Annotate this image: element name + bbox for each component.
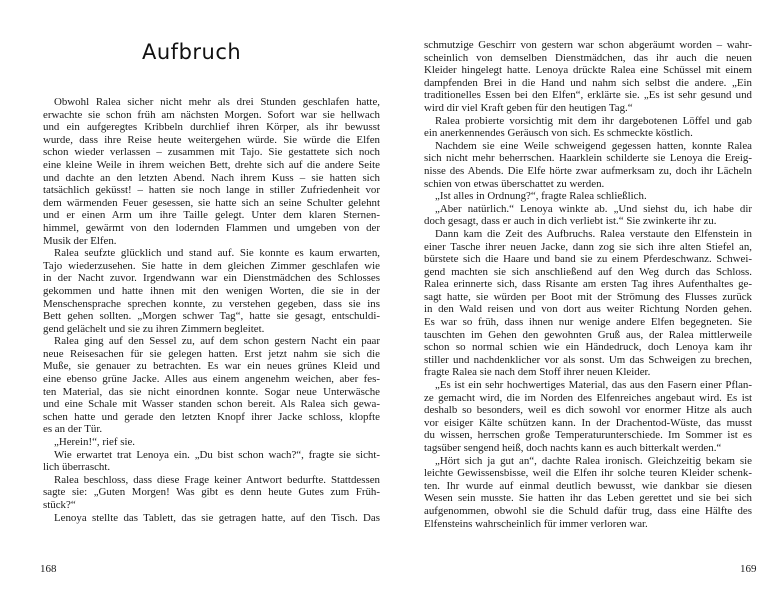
text-line: scheinlich von demselben Dienstmädchen, das ihr auch die neuen <box>424 51 752 64</box>
text-line: Nachdem sie eine Weile schweigend gegessen hatten, konnte Ralea <box>435 139 752 152</box>
text-line: fragte Ralea sie nach dem Stoff ihrer neuen Kleider. <box>424 366 651 379</box>
text-line: Ralea probierte vorsichtig mit dem ihr dargebotenen Löffel und gab <box>435 114 752 127</box>
text-line: sich nicht mehr beherrschen. Haarklein schilderte sie Lenoya die Ereig- <box>424 152 752 165</box>
text-line: und er einen Arm um ihre Taille gelegt. Unter dem klaren Sternen- <box>43 209 380 222</box>
text-line: Tajo wiederzusehen. Sie hatte in dem gleichen Zimmer geschlafen wie <box>43 259 380 272</box>
text-line: Es war so früh, dass ihnen nur wenige andere Elfen begegneten. Sie <box>424 316 752 329</box>
text-line: und eine Schale mit Wasser standen schon bereit. Als Ralea sich gewa- <box>43 398 380 411</box>
text-line: aufgenommen, obwohl sie die Schuld dafür trug, dass eine Hälfte des <box>424 504 752 517</box>
text-line: eine ebenso grüne Jacke. Alles aus einem angenehm weichen, aber fes- <box>43 373 380 386</box>
text-line: und ein aufgeregtes Kribbeln durchlief ihren Körper, als ihr bewusst <box>43 121 380 134</box>
text-line: stück?“ <box>43 499 76 511</box>
text-line: Ralea ging auf den Sessel zu, auf dem schon gestern Nacht ein paar <box>54 335 380 348</box>
text-line: Bett gehen sollten. „Morgen schwer Tag“, hatte sie gesagt, entschuldi- <box>43 310 380 323</box>
page-number-right: 169 <box>740 563 757 575</box>
text-line: in der Nacht zuvor. Irgendwann war ein Dienstmädchen des Schlosses <box>43 272 380 285</box>
text-line: schon so normal schien wie ein Händedruck, doch Lenoya kam ihr <box>424 341 752 354</box>
text-line: es an der Tür. <box>43 423 103 436</box>
text-line: Obwohl Ralea sicher nicht mehr als drei Stunden geschlafen hatte, <box>54 96 380 108</box>
text-line: ze gemacht wird, die im Norden des Elfenreiches angebaut wird. Es ist <box>424 391 752 404</box>
text-line: ten. Ihr wurde auf einmal deutlich bewusst, wie dankbar sie diesen <box>424 479 752 492</box>
text-line: gekommen und hatte ihnen mit den wenigen Worten, die sie in der <box>43 284 380 297</box>
text-line: „Hört sich ja gut an“, dachte Ralea ironisch. Gleichzeitig bekam sie <box>435 454 752 467</box>
text-line: ein anerkennendes Geräusch von sich. Es schmeckte köstlich. <box>424 127 693 140</box>
page-number-left: 168 <box>40 563 57 575</box>
chapter-title: Aufbruch <box>142 40 242 64</box>
text-line: Ralea erinnerte sich, dass Risante am ersten Tag ihres Aufenthaltes ge- <box>424 278 752 291</box>
text-line: dampfenden Brei in die Hand und nahm sich selbst die andere. „Ein <box>424 76 752 89</box>
text-line: Musik der Elfen. <box>43 234 117 247</box>
text-line: „Aber natürlich.“ Lenoya winkte ab. „Und siehst du, ich habe dir <box>435 202 752 215</box>
text-line: Dann kam die Zeit des Aufbruchs. Ralea verstaute den Elfenstein in <box>435 227 752 240</box>
text-line: schon wieder verlassen – zusammen mit Tajo. Sie gestattete sich noch <box>43 146 380 159</box>
text-line: eine kleine Weile in ihrem weichen Bett, drehte sich auf die andere Seite <box>43 158 380 171</box>
text-line: ten Material, das sie nicht einordnen konnte. Sogar neue Unterwäsche <box>43 385 380 398</box>
text-line: schen hatte und gerade den letzten Knopf ihrer Jacke schloss, klopfte <box>43 410 380 423</box>
text-line: tauschten im Gehen den gewohnten Gruß aus, der Ralea mittlerweile <box>424 328 752 341</box>
left-page-body <box>43 96 380 524</box>
text-line: leichte Gewissensbisse, weil die Elfen ihr solche teuren Kleider schenk- <box>424 467 752 480</box>
text-line: Elfensteins wahrscheinlich für immer verloren war. <box>424 517 648 530</box>
text-line: „Ist alles in Ordnung?“, fragte Ralea schließlich. <box>435 190 647 203</box>
text-line: Ralea seufzte glücklich und stand auf. Sie konnte es kaum erwarten, <box>54 247 380 260</box>
text-line: doch gesagt, dass er auch in dich verliebt ist.“ Sie zwinkerte ihr zu. <box>424 215 717 228</box>
text-line: deshalb so besonders, weil es dich sowohl vor enormer Hitze als auch <box>424 404 752 417</box>
text-line: wird dir viel Kraft geben für den heutigen Tag.“ <box>424 101 633 114</box>
text-line: „Herein!“, rief sie. <box>54 436 136 449</box>
right-page <box>389 0 777 600</box>
text-line: vor eisiger Kälte schützen kann. In der Drachentod-Wüste, das musst <box>424 416 752 429</box>
right-page-body <box>424 39 752 530</box>
text-line: nisse des Abends. Die Elfe hörte zwar aufmerksam zu, doch ihr Lächeln <box>424 164 752 177</box>
text-line: neue Reisesachen für sie gelegen hatten. Erst jetzt nahm sie sich die <box>43 347 380 360</box>
text-line: bürstete sich die Haare und band sie zu einem Pferdeschwanz. Schwei- <box>424 253 752 266</box>
text-line: stiller und nachdenklicher vor als sonst. Um das Schweigen zu brechen, <box>424 353 752 366</box>
text-line: tagsüber sengend heiß, doch nachts kann es auch bitterkalt werden.“ <box>424 442 722 454</box>
text-line: einer Tasche ihrer neuen Jacke, dann zog sie sich ihre alten Stiefel an, <box>424 240 752 253</box>
text-line: gend gelächelt und sie zu ihren Zimmern begleitet. <box>43 322 265 335</box>
text-line: und dachte an den letzten Abend. Nach ihrem Kuss – sie hatten sich <box>43 171 380 184</box>
text-line: tatsächlich geküsst! – hatten sie noch lange in stiller Zufriedenheit vor <box>43 184 380 197</box>
text-line: lich überrascht. <box>43 461 111 474</box>
text-line: in den Wald reisen und von dort aus weiter Richtung Norden gehen. <box>424 303 752 316</box>
text-line: dem wärmenden Feuer gesessen, sie hatte sich an seine Schulter gelehnt <box>43 196 380 209</box>
text-line: wurde, dass ihre Reise heute weitergehen würde. Sie würde die Elfen <box>43 133 380 146</box>
text-line: Wesen sein musste. Sie hatten ihr das Leben gerettet und sie bei sich <box>424 492 752 505</box>
text-line: „Es ist ein sehr hochwertiges Material, das aus den Fasern einer Pflan- <box>435 379 752 392</box>
text-line: Lenoya stellte das Tablett, das sie getragen hatte, auf den Tisch. Das <box>54 511 380 524</box>
text-line: sagte sie: „Guten Morgen! Was gibt es denn heute Gutes zum Früh- <box>43 486 380 499</box>
text-line: Kleider hingelegt hatte. Lenoya drückte Ralea eine Schüssel mit einem <box>424 64 752 77</box>
text-line: erwachte sie schon früh am nächsten Morgen. Sofort war sie hellwach <box>43 108 380 121</box>
text-line: sagt hatte, sie würden per Boot mit der Strömung des Flusses zurück <box>424 290 752 303</box>
text-line: schmutzige Geschirr von gestern war schon abgeräumt worden – wahr- <box>424 39 752 51</box>
text-line: Menschensprache sprechen konnte, zu verstehen gegeben, dass sie ins <box>43 297 380 310</box>
text-line: himmel, gewärmt von den lodernden Flammen und umgeben von der <box>43 221 380 234</box>
text-line: Muße, sie genauer zu betrachten. Es war ein neues grünes Kleid und <box>43 360 380 373</box>
text-line: gend machten sie sich anschließend auf den Weg durch das Schloss. <box>424 265 752 278</box>
text-line: Ralea beschloss, dass diese Frage keiner Antwort bedurfte. Stattdessen <box>54 473 380 486</box>
text-line: du wissen, herrschen große Temperaturunterschiede. Im Sommer ist es <box>424 429 752 442</box>
left-page <box>0 0 388 600</box>
text-line: Wie erwartet trat Lenoya ein. „Du bist schon wach?“, fragte sie sicht- <box>54 448 380 461</box>
text-line: traditionelles Essen bei den Elfen“, erklärte sie. „Es ist sehr gesund und <box>424 89 752 102</box>
text-line: schien von etwas überschattet zu werden. <box>424 177 605 190</box>
